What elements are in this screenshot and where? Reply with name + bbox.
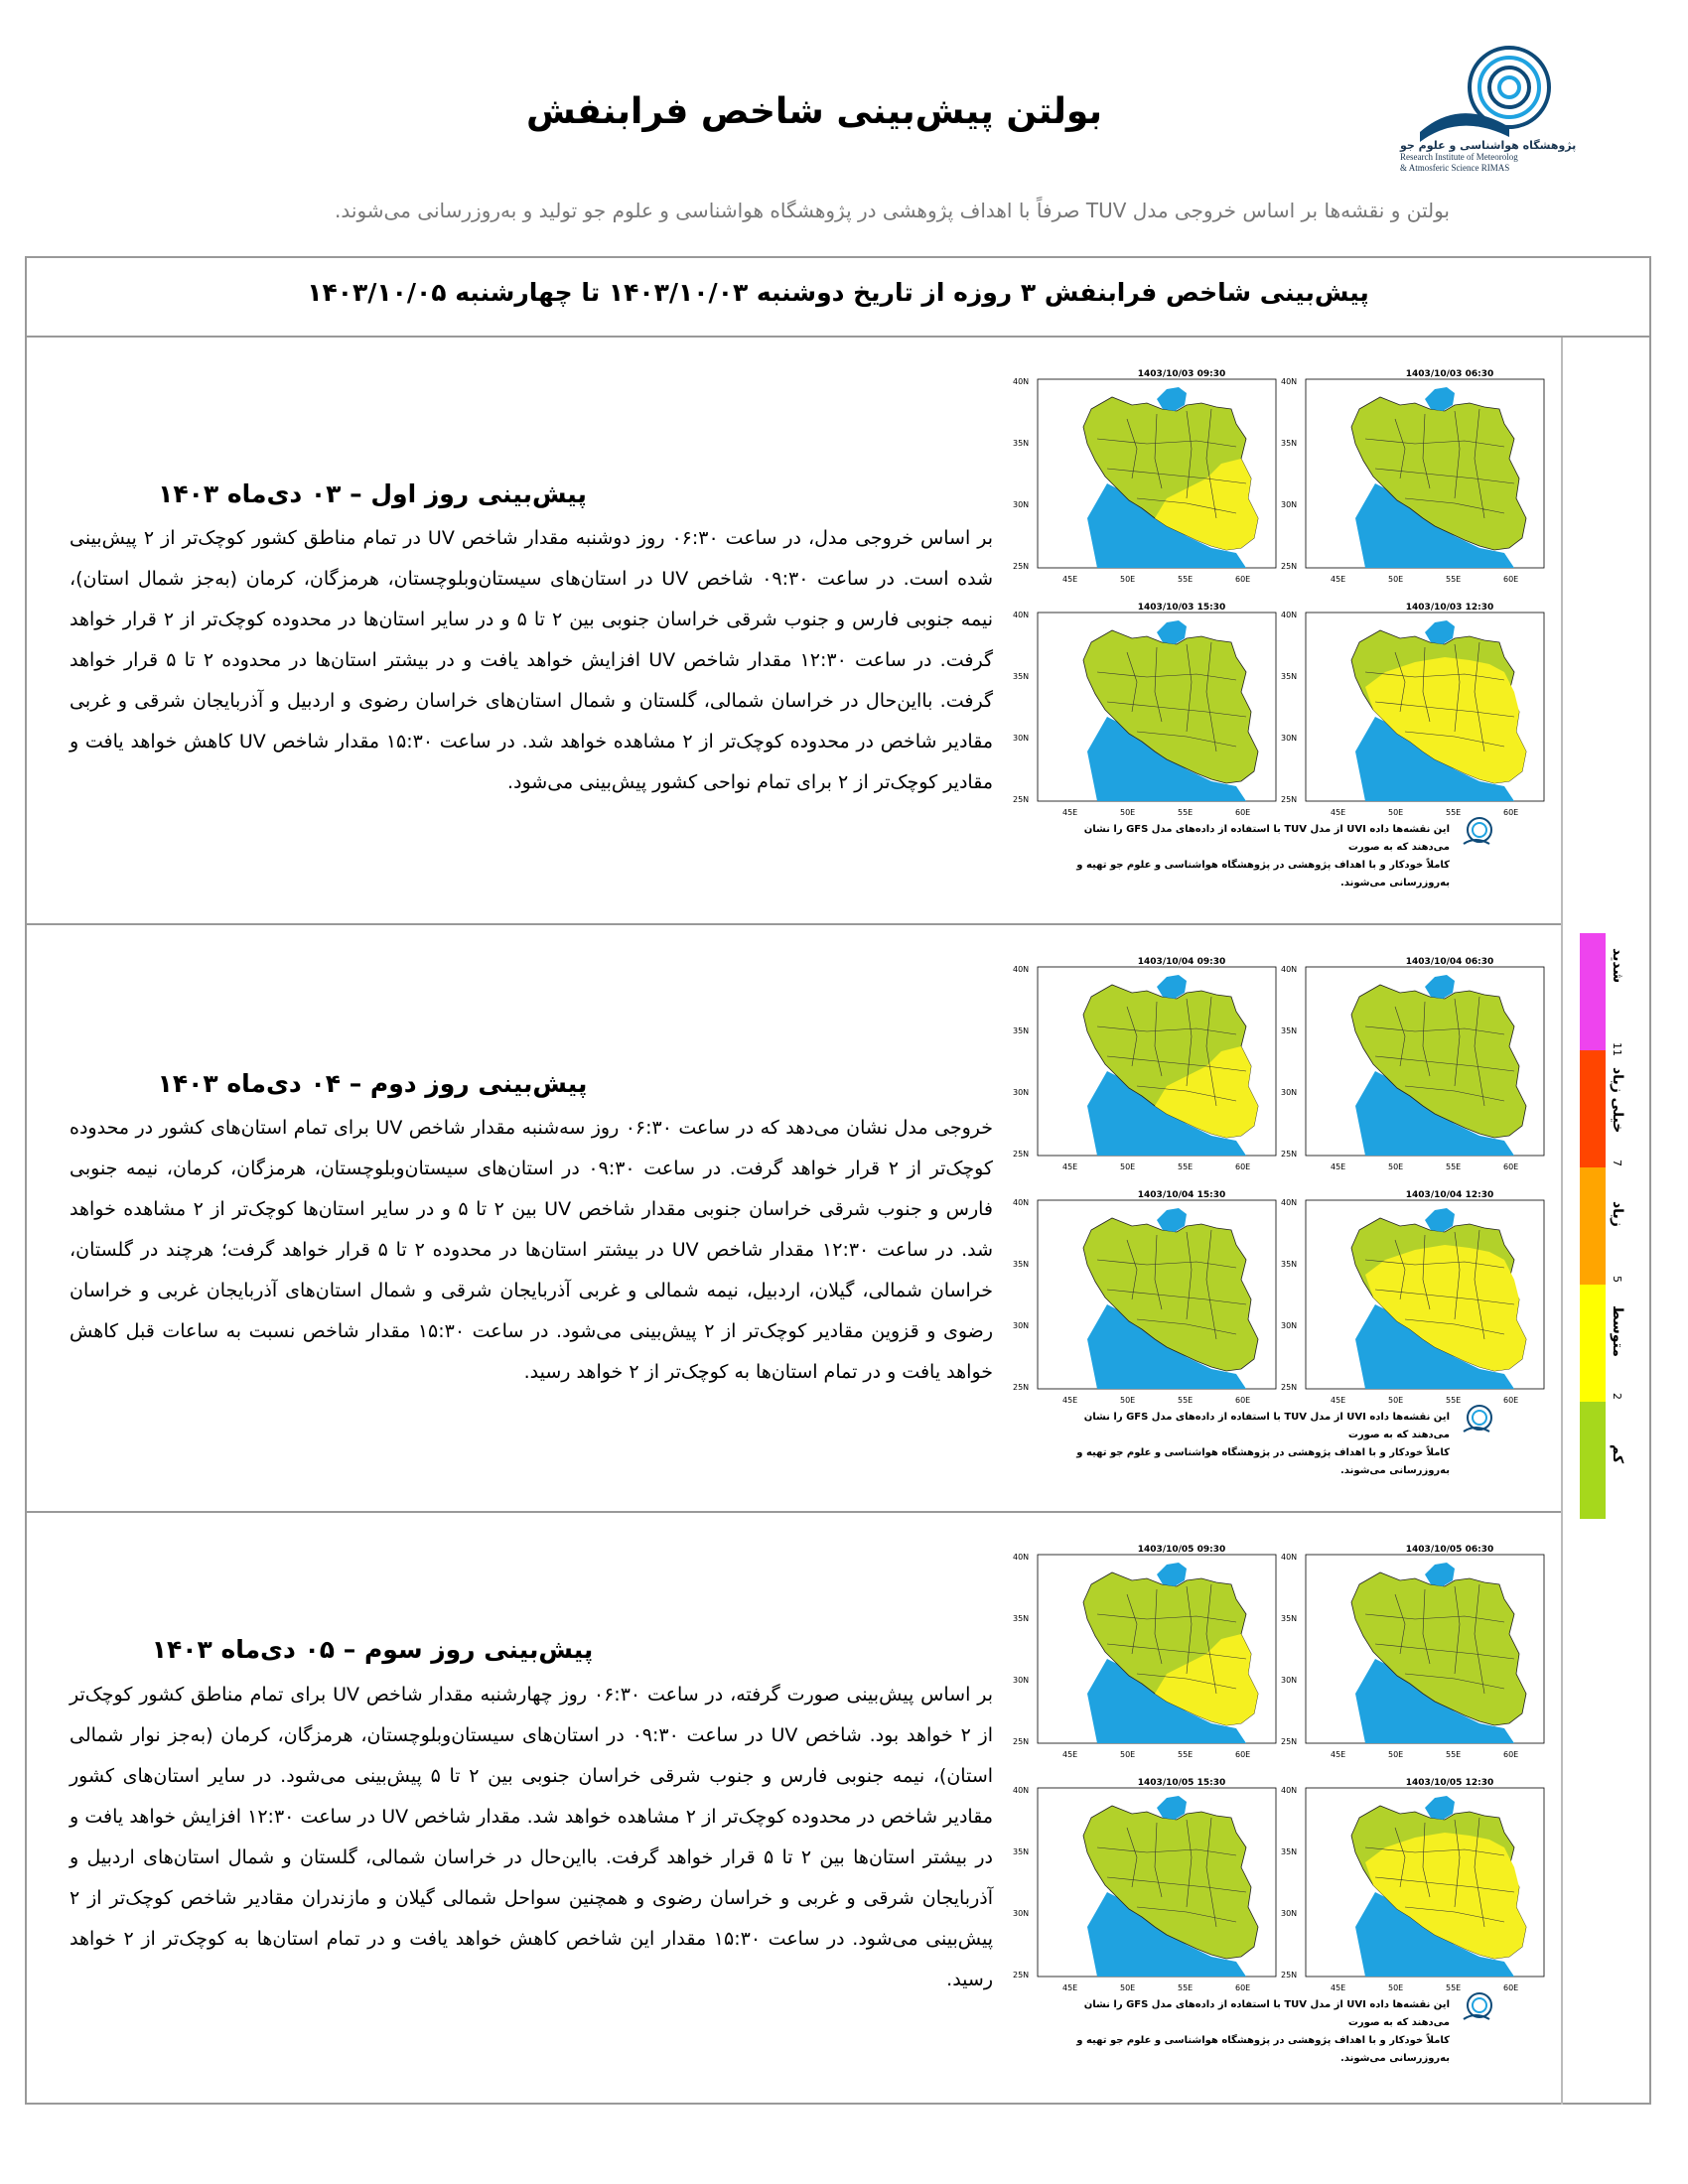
map-lon-label: 50E: [1120, 1396, 1136, 1405]
map-timestamp: 1403/10/04 06:30: [1405, 957, 1494, 967]
map-lon-label: 45E: [1062, 1396, 1078, 1405]
map-lat-label: 35N: [1281, 1260, 1298, 1269]
legend-tick-5: 5: [1611, 1276, 1623, 1283]
map-lat-label: 35N: [1281, 672, 1298, 681]
map-lat-label: 25N: [1281, 1150, 1298, 1159]
uv-map: [1013, 1190, 1281, 1409]
map-lon-label: 45E: [1331, 575, 1346, 584]
uv-map-panel: [993, 1525, 1569, 2081]
map-lat-label: 25N: [1013, 1383, 1030, 1392]
logo-english-line2: & Atmosferic Science RIMAS: [1400, 163, 1510, 173]
map-timestamp: 1403/10/03 15:30: [1137, 603, 1226, 613]
table-header-text: پیش‌بینی شاخص فرابنفش ۳ روزه از تاریخ دوشنبه ۱۴۰۳/۱۰/۰۳ تا چهارشنبه ۱۴۰۳/۱۰/۰۵: [307, 278, 1369, 307]
map-lat-label: 40N: [1013, 1198, 1030, 1207]
map-lat-label: 30N: [1281, 1321, 1298, 1330]
iran-map-graphic: [1281, 1778, 1549, 1996]
uv-map: [1281, 1778, 1549, 1996]
map-lon-label: 60E: [1503, 1750, 1519, 1759]
map-lat-label: 40N: [1013, 965, 1030, 974]
map-lon-label: 50E: [1120, 1983, 1136, 1992]
legend-tick-7: 7: [1611, 1160, 1623, 1166]
iran-map-graphic: [1281, 369, 1549, 588]
map-lat-label: 35N: [1281, 1614, 1298, 1623]
map-lat-label: 25N: [1281, 562, 1298, 571]
map-footnote-line2: کاملاً خودکار و با اهداف پژوهشی در پژوهشگاه هواشناسی و علوم جو تهیه و به‌روزرسانی می‌شوند.: [1076, 1447, 1450, 1476]
map-lon-label: 45E: [1331, 1983, 1346, 1992]
iran-map-graphic: [1281, 1545, 1549, 1763]
map-lon-label: 55E: [1446, 808, 1462, 817]
uv-legend-bar: [1580, 933, 1606, 1519]
map-timestamp: 1403/10/05 09:30: [1137, 1545, 1226, 1555]
map-timestamp: 1403/10/04 12:30: [1405, 1190, 1494, 1200]
map-lon-label: 55E: [1178, 1162, 1194, 1171]
uv-map: [1281, 957, 1549, 1175]
uv-map: [1013, 369, 1281, 588]
map-lon-label: 45E: [1062, 808, 1078, 817]
map-lon-label: 50E: [1388, 575, 1404, 584]
map-lat-label: 35N: [1281, 1026, 1298, 1035]
iran-map-graphic: [1013, 1190, 1281, 1409]
map-lon-label: 45E: [1331, 1396, 1346, 1405]
map-lon-label: 55E: [1178, 575, 1194, 584]
day-description: بر اساس خروجی مدل، در ساعت ۰۶:۳۰ روز دوشنبه مقدار شاخص UV در تمام مناطق کشور کوچک‌تر از ۲ پیش‌بینی شده است. در ساعت ۰۹:۳۰ شاخص UV در استان‌های سیستان‌وبلوچستان، هرمزگان، کرمان (به‌جز شمال استان)، نیمه جنوبی فارس و جنوب شرقی خراسان جنوبی بین ۲ تا ۵ و در سایر استان‌ها در محدوده کوچک‌تر از ۲ قرار خواهد گرفت. در ساعت ۱۲:۳۰ مقدار شاخص UV افزایش خواهد یافت و در بیشتر استان‌ها در محدوده ۲ تا ۵ قرار خواهد گرفت. بااین‌حال در خراسان شمالی، گلستان و شمال استان‌های خراسان رضوی و اردبیل و آذربایجان شرقی و غربی مقادیر شاخص در محدوده کوچک‌تر از ۲ مشاهده خواهد شد. در ساعت ۱۵:۳۰ مقدار شاخص UV کاهش خواهد یافت و مقادیر کوچک‌تر از ۲ برای تمام نواحی کشور پیش‌بینی می‌شود.: [70, 527, 993, 793]
map-lon-label: 50E: [1388, 1396, 1404, 1405]
map-lon-label: 60E: [1503, 575, 1519, 584]
map-lat-label: 35N: [1013, 1847, 1030, 1856]
day-section-3: [25, 1513, 1561, 2105]
map-lon-label: 45E: [1062, 1162, 1078, 1171]
map-lon-label: 60E: [1235, 1750, 1251, 1759]
map-footnote-line1: این نقشه‌ها داده UVI از مدل TUV با استفاده از داده‌های مدل GFS را نشان می‌دهند که به صورت: [1083, 824, 1450, 853]
map-footnote-line1: این نقشه‌ها داده UVI از مدل TUV با استفاده از داده‌های مدل GFS را نشان می‌دهند که به صورت: [1083, 1999, 1450, 2028]
map-lat-label: 40N: [1013, 611, 1030, 619]
legend-tick-11: 11: [1611, 1042, 1623, 1056]
map-lon-label: 60E: [1235, 1396, 1251, 1405]
map-lat-label: 40N: [1281, 1198, 1298, 1207]
day-description: خروجی مدل نشان می‌دهد که در ساعت ۰۶:۳۰ روز سه‌شنبه مقدار شاخص UV برای تمام استان‌های کشور در محدوده کوچک‌تر از ۲ قرار خواهد گرفت. در ساعت ۰۹:۳۰ در استان‌های سیستان‌وبلوچستان، هرمزگان، کرمان، نیمه جنوبی فارس و جنوب شرقی خراسان جنوبی مقدار شاخص UV بین ۲ تا ۵ و در سایر استان‌ها کوچک‌تر از ۲ مشاهده خواهد شد. در ساعت ۱۲:۳۰ مقدار شاخص UV در بیشتر استان‌ها در محدوده ۲ تا ۵ قرار خواهد گرفت؛ هرچند در گلستان، خراسان شمالی، گیلان، اردبیل، نیمه شمالی و غربی آذربایجان شرقی و شمال استان‌های آذربایجان غربی و خراسان رضوی و قزوین مقادیر کوچک‌تر از ۲ پیش‌بینی می‌شود. در ساعت ۱۵:۳۰ مقدار شاخص نسبت به ساعات قبل کاهش خواهد یافت و در تمام استان‌ها به کوچک‌تر از ۲ خواهد رسید.: [70, 1117, 994, 1383]
iran-map-graphic: [1281, 603, 1549, 821]
map-lat-label: 40N: [1013, 1553, 1030, 1562]
uv-map: [1281, 1190, 1549, 1409]
uv-map: [1013, 1545, 1281, 1763]
map-footnote-line1: این نقشه‌ها داده UVI از مدل TUV با استفاده از داده‌های مدل GFS را نشان می‌دهند که به صورت: [1083, 1412, 1450, 1440]
map-lat-label: 30N: [1281, 500, 1298, 509]
map-lon-label: 55E: [1178, 1396, 1194, 1405]
uv-map: [1281, 603, 1549, 821]
rimas-mini-logo: [1460, 1989, 1499, 2029]
map-lon-label: 50E: [1120, 575, 1136, 584]
map-lat-label: 35N: [1013, 672, 1030, 681]
map-lon-label: 60E: [1503, 1396, 1519, 1405]
uv-map: [1281, 369, 1549, 588]
map-lat-label: 40N: [1013, 1786, 1030, 1795]
map-footnote-line2: کاملاً خودکار و با اهداف پژوهشی در پژوهشگاه هواشناسی و علوم جو تهیه و به‌روزرسانی می‌شوند.: [1076, 2035, 1450, 2064]
rimas-mini-logo: [1460, 814, 1499, 854]
map-lat-label: 30N: [1281, 1676, 1298, 1685]
map-lat-label: 35N: [1013, 439, 1030, 448]
legend-label-very-high: خیلی زیاد: [1610, 1067, 1625, 1134]
map-lat-label: 30N: [1281, 734, 1298, 743]
legend-label-high: زیاد: [1610, 1201, 1625, 1227]
map-timestamp: 1403/10/03 06:30: [1405, 369, 1494, 379]
map-lon-label: 50E: [1388, 1983, 1404, 1992]
iran-map-graphic: [1013, 1778, 1281, 1996]
iran-map-graphic: [1281, 957, 1549, 1175]
map-lat-label: 40N: [1281, 1786, 1298, 1795]
uv-map: [1013, 603, 1281, 821]
day-section-2: [25, 925, 1561, 1513]
map-lat-label: 25N: [1281, 795, 1298, 804]
map-lon-label: 60E: [1503, 1162, 1519, 1171]
map-lat-label: 30N: [1013, 1676, 1030, 1685]
map-lon-label: 55E: [1446, 575, 1462, 584]
iran-map-graphic: [1013, 603, 1281, 821]
map-lon-label: 50E: [1120, 808, 1136, 817]
map-lon-label: 60E: [1235, 1983, 1251, 1992]
map-lat-label: 30N: [1013, 500, 1030, 509]
map-lon-label: 60E: [1503, 1983, 1519, 1992]
day-title: پیش‌بینی روز دوم – ۰۴ دی‌ماه ۱۴۰۳: [157, 1069, 588, 1098]
legend-label-moderate: متوسط: [1610, 1305, 1625, 1357]
map-lon-label: 55E: [1178, 808, 1194, 817]
map-timestamp: 1403/10/03 12:30: [1405, 603, 1494, 613]
map-lon-label: 55E: [1446, 1396, 1462, 1405]
legend-moderate: [1580, 1285, 1606, 1402]
day-title: پیش‌بینی روز اول – ۰۳ دی‌ماه ۱۴۰۳: [158, 479, 587, 508]
map-lat-label: 30N: [1281, 1909, 1298, 1918]
map-lon-label: 45E: [1331, 1750, 1346, 1759]
logo-english-line1: Research Institute of Meteorolog: [1400, 152, 1518, 162]
map-lat-label: 25N: [1013, 1150, 1030, 1159]
map-lon-label: 55E: [1446, 1750, 1462, 1759]
map-lon-label: 50E: [1388, 808, 1404, 817]
map-lat-label: 35N: [1281, 439, 1298, 448]
uv-map: [1013, 957, 1281, 1175]
iran-map-graphic: [1013, 957, 1281, 1175]
rimas-mini-logo: [1460, 1402, 1499, 1441]
map-lon-label: 60E: [1235, 808, 1251, 817]
map-lat-label: 25N: [1013, 795, 1030, 804]
legend-low: [1580, 1402, 1606, 1519]
map-lat-label: 25N: [1013, 1737, 1030, 1746]
map-lat-label: 35N: [1013, 1614, 1030, 1623]
legend-very-high: [1580, 1050, 1606, 1167]
map-lon-label: 55E: [1178, 1983, 1194, 1992]
map-footnote: [1072, 1409, 1450, 1480]
map-timestamp: 1403/10/03 09:30: [1137, 369, 1226, 379]
uv-map-panel: [993, 937, 1569, 1493]
map-lat-label: 30N: [1013, 1909, 1030, 1918]
map-lon-label: 60E: [1235, 1162, 1251, 1171]
map-lon-label: 55E: [1178, 1750, 1194, 1759]
map-lon-label: 60E: [1235, 575, 1251, 584]
map-timestamp: 1403/10/05 15:30: [1137, 1778, 1226, 1788]
map-lon-label: 50E: [1120, 1750, 1136, 1759]
map-lat-label: 35N: [1013, 1026, 1030, 1035]
map-lon-label: 50E: [1120, 1162, 1136, 1171]
iran-map-graphic: [1281, 1190, 1549, 1409]
day-description: بر اساس پیش‌بینی صورت گرفته، در ساعت ۰۶:۳۰ روز چهارشنبه مقدار شاخص UV برای تمام مناطق کشور کوچک‌تر از ۲ خواهد بود. شاخص UV در ساعت ۰۹:۳۰ در استان‌های سیستان‌وبلوچستان، هرمزگان، کرمان (به‌جز نوار شمالی استان)، نیمه جنوبی فارس و جنوب شرقی خراسان جنوبی بین ۲ تا ۵ پیش‌بینی می‌شود. در سایر استان‌های کشور مقادیر شاخص در محدوده کوچک‌تر از ۲ مشاهده خواهد شد. مقدار شاخص UV در ساعت ۱۲:۳۰ افزایش خواهد یافت و در بیشتر استان‌ها بین ۲ تا ۵ قرار خواهد گرفت. بااین‌حال در خراسان شمالی، گلستان و شمال استان‌های اردبیل و آذربایجان شرقی و غربی و خراسان رضوی و همچنین سواحل شمالی گیلان و مازندران مقادیر شاخص کوچک‌تر از ۲ پیش‌بینی می‌شود. در ساعت ۱۵:۳۰ مقدار این شاخص کاهش خواهد یافت و در تمام استان‌ها به کوچک‌تر از ۲ خواهد رسید.: [70, 1684, 994, 1990]
iran-map-graphic: [1013, 1545, 1281, 1763]
map-lat-label: 40N: [1281, 965, 1298, 974]
map-lon-label: 45E: [1062, 1983, 1078, 1992]
map-lon-label: 45E: [1062, 1750, 1078, 1759]
map-lat-label: 35N: [1013, 1260, 1030, 1269]
legend-label-extreme: شدید: [1610, 948, 1625, 984]
day-title: پیش‌بینی روز سوم – ۰۵ دی‌ماه ۱۴۰۳: [151, 1635, 594, 1664]
bulletin-subtitle: بولتن و نقشه‌ها بر اساس خروجی مدل TUV صرفاً با اهداف پژوهشی در پژوهشگاه هواشناسی و علوم جو تولید و به‌روزرسانی می‌شوند.: [335, 199, 1450, 222]
map-footnote: [1072, 821, 1450, 892]
map-lon-label: 50E: [1388, 1750, 1404, 1759]
map-timestamp: 1403/10/04 15:30: [1137, 1190, 1226, 1200]
legend-tick-2: 2: [1611, 1393, 1623, 1400]
map-lat-label: 40N: [1281, 611, 1298, 619]
legend-high: [1580, 1167, 1606, 1285]
map-lat-label: 40N: [1013, 377, 1030, 386]
uv-map: [1281, 1545, 1549, 1763]
map-timestamp: 1403/10/05 12:30: [1405, 1778, 1494, 1788]
map-lat-label: 30N: [1013, 1088, 1030, 1097]
map-lat-label: 40N: [1281, 377, 1298, 386]
map-lat-label: 30N: [1013, 734, 1030, 743]
logo-text: [1400, 139, 1579, 174]
map-lon-label: 45E: [1331, 808, 1346, 817]
legend-label-low: کم: [1610, 1444, 1625, 1464]
map-lon-label: 55E: [1446, 1162, 1462, 1171]
uv-map-panel: [993, 349, 1569, 905]
uv-map: [1013, 1778, 1281, 1996]
iran-map-graphic: [1013, 369, 1281, 588]
map-timestamp: 1403/10/05 06:30: [1405, 1545, 1494, 1555]
map-lat-label: 25N: [1281, 1737, 1298, 1746]
map-timestamp: 1403/10/04 09:30: [1137, 957, 1226, 967]
logo-persian-name: پژوهشگاه هواشناسی و علوم جو: [1400, 139, 1577, 152]
map-lat-label: 35N: [1281, 1847, 1298, 1856]
map-lon-label: 50E: [1388, 1162, 1404, 1171]
map-lat-label: 25N: [1013, 562, 1030, 571]
map-lat-label: 40N: [1281, 1553, 1298, 1562]
map-lon-label: 45E: [1062, 575, 1078, 584]
bulletin-title: بولتن پیش‌بینی شاخص فرابنفش: [525, 91, 1103, 132]
map-lat-label: 30N: [1013, 1321, 1030, 1330]
map-footnote: [1072, 1996, 1450, 2068]
map-lon-label: 55E: [1446, 1983, 1462, 1992]
map-footnote-line2: کاملاً خودکار و با اهداف پژوهشی در پژوهشگاه هواشناسی و علوم جو تهیه و به‌روزرسانی می‌شوند.: [1076, 860, 1450, 888]
map-lat-label: 25N: [1281, 1971, 1298, 1979]
map-lat-label: 30N: [1281, 1088, 1298, 1097]
map-lat-label: 25N: [1281, 1383, 1298, 1392]
table-header-row: [25, 256, 1651, 338]
map-lat-label: 25N: [1013, 1971, 1030, 1979]
map-lon-label: 60E: [1503, 808, 1519, 817]
map-lon-label: 45E: [1331, 1162, 1346, 1171]
legend-extreme: [1580, 933, 1606, 1050]
day-section-1: [25, 338, 1561, 925]
